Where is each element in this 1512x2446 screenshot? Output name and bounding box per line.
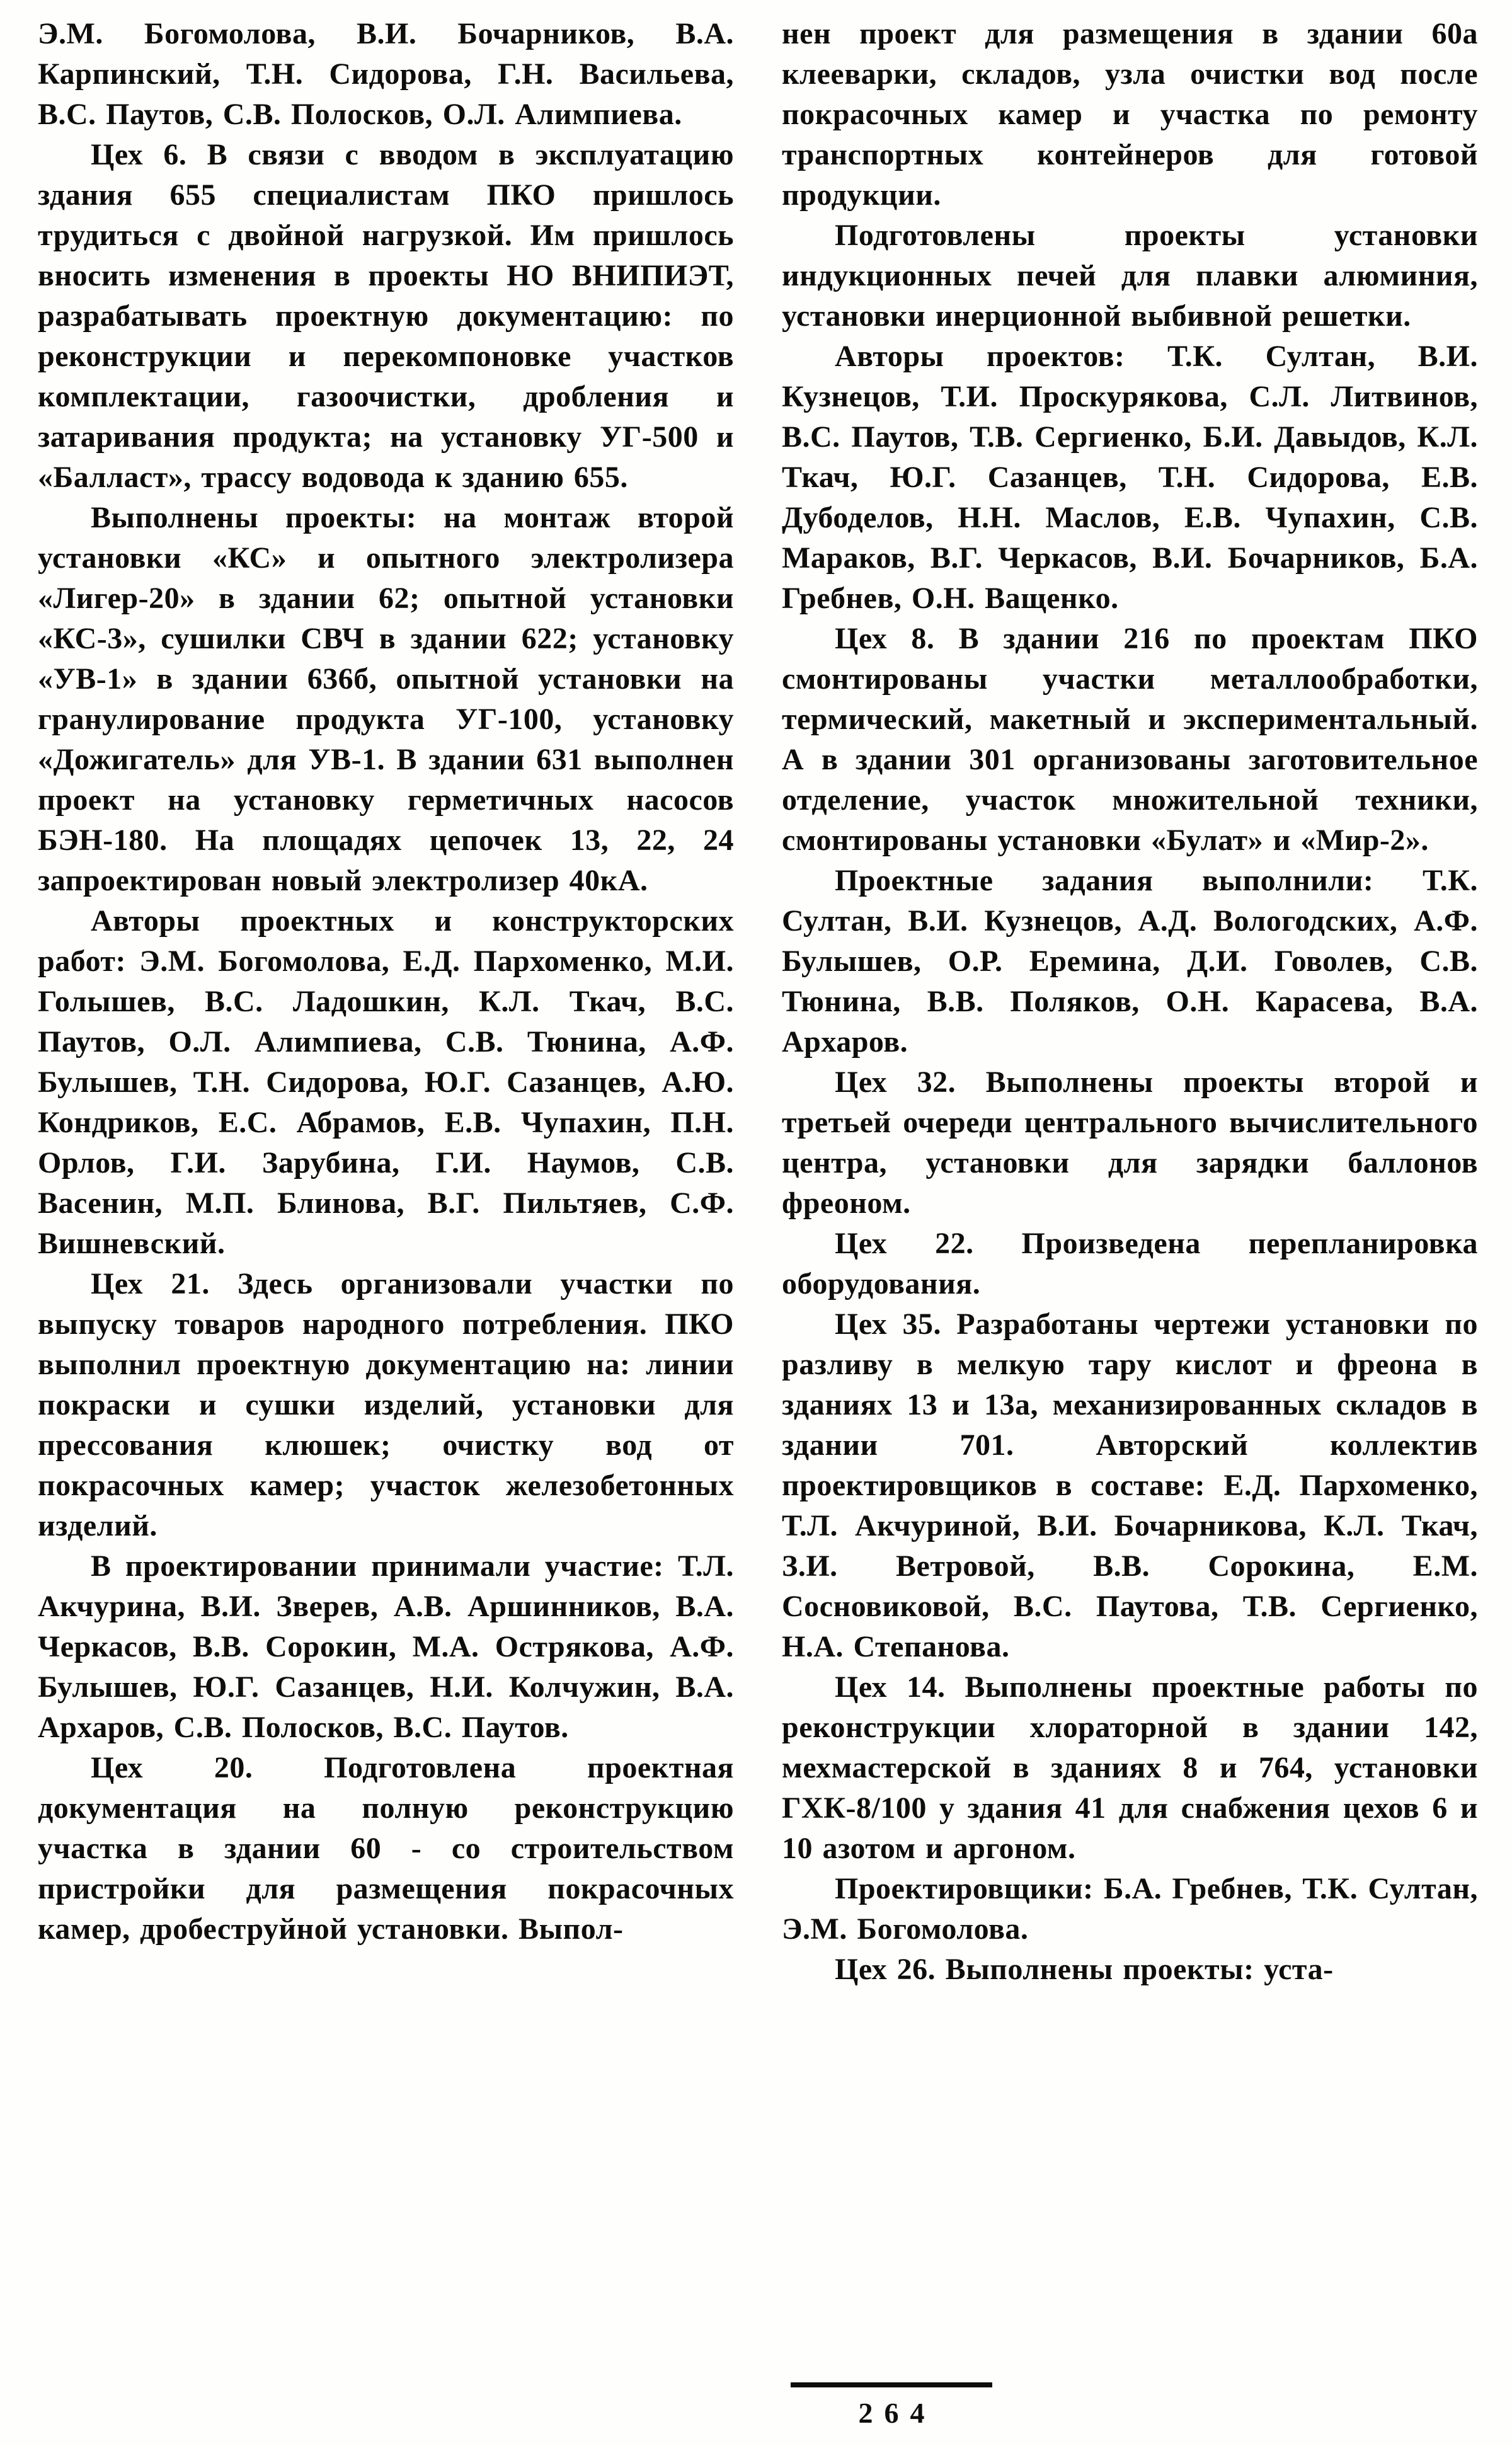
page-footer: [784, 2382, 999, 2430]
paragraph: Цех 20. Подготовлена проектная документация на полную реконструкцию участка в здании 60 - со строительством пристройки для размещения покрасочных камер, дробеструйной установки. Выпол-: [38, 1751, 734, 1946]
paragraph: Э.М. Богомолова, В.И. Бочарников, В.А. Карпинский, Т.Н. Сидорова, Г.Н. Васильева, В.С. Паутов, С.В. Полосков, О.Л. Алимпиева.: [38, 17, 734, 131]
text-columns: [38, 14, 1478, 1990]
paragraph: Цех 26. Выполнены проекты: уста-: [835, 1953, 1334, 1986]
paragraph: Цех 14. Выполнены проектные работы по реконструкции хлораторной в здании 142, мехмастерской в зданиях 8 и 764, установки ГХК-8/100 у здания 41 для снабжения цехов 6 и 10 азотом и аргоном.: [782, 1670, 1478, 1865]
paragraph: Авторы проектов: Т.К. Султан, В.И. Кузнецов, Т.И. Проскурякова, С.Л. Литвинов, В.С. Паутов, Т.В. Сергиенко, Б.И. Давыдов, К.Л. Ткач, Ю.Г. Сазанцев, Т.Н. Сидорова, Е.В. Дубоделов, Н.Н. Маслов, Е.В. Чупахин, С.В. Мараков, В.Г. Черкасов, В.И. Бочарников, Б.А. Гребнев, О.Н. Ващенко.: [782, 340, 1478, 615]
paragraph: Авторы проектных и конструкторских работ: Э.М. Богомолова, Е.Д. Пархоменко, М.И. Голышев, В.С. Ладошкин, К.Л. Ткач, В.С. Паутов, О.Л. Алимпиева, С.В. Тюнина, А.Ф. Булышев, Т.Н. Сидорова, Ю.Г. Сазанцев, А.Ю. Кондриков, Е.С. Абрамов, Е.В. Чупахин, П.Н. Орлов, Г.И. Зарубина, Г.И. Наумов, С.В. Васенин, М.П. Блинова, В.Г. Пильтяев, С.Ф. Вишневский.: [38, 904, 734, 1260]
paragraph: В проектировании принимали участие: Т.Л. Акчурина, В.И. Зверев, А.В. Аршинников, В.А. Черкасов, В.В. Сорокин, М.А. Острякова, А.Ф. Булышев, Ю.Г. Сазанцев, Н.И. Колчужин, В.А. Архаров, С.В. Полосков, В.С. Паутов.: [38, 1549, 734, 1744]
paragraph: Цех 32. Выполнены проекты второй и третьей очереди центрального вычислительного центра, установки для зарядки баллонов фреоном.: [782, 1065, 1478, 1220]
page-number: 264: [858, 2397, 936, 2429]
paragraph: Выполнены проекты: на монтаж второй установки «КС» и опытного электролизера «Лигер-20» в здании 62; опытной установки «КС-3», сушилки СВЧ в здании 622; установку «УВ-1» в здании 636б, опытной установки на гранулирование продукта УГ-100, установку «Дожигатель» для УВ-1. В здании 631 выполнен проект на установку герметичных насосов БЭН-180. На площадях цепочек 13, 22, 24 запроектирован новый электролизер 40кА.: [38, 501, 734, 897]
paragraph: Цех 22. Произведена перепланировка оборудования.: [782, 1227, 1478, 1301]
paragraph: Цех 8. В здании 216 по проектам ПКО смонтированы участки металлообработки, термический, макетный и экспериментальный. А в здании 301 организованы заготовительное отделение, участок множительной техники, смонтированы установки «Булат» и «Мир-2».: [782, 622, 1478, 857]
paragraph: нен проект для размещения в здании 60а клееварки, складов, узла очистки вод после покрасочных камер и участка по ремонту транспортных контейнеров для готовой продукции.: [782, 17, 1478, 212]
paragraph: Проектировщики: Б.А. Гребнев, Т.К. Султан, Э.М. Богомолова.: [782, 1872, 1478, 1946]
paragraph: Подготовлены проекты установки индукционных печей для плавки алюминия, установки инерционной выбивной решетки.: [782, 219, 1478, 333]
paragraph: Проектные задания выполнили: Т.К. Султан, В.И. Кузнецов, А.Д. Вологодских, А.Ф. Булышев, О.Р. Еремина, Д.И. Говолев, С.В. Тюнина, В.В. Поляков, О.Н. Карасева, В.А. Архаров.: [782, 864, 1478, 1059]
paragraph: Цех 35. Разработаны чертежи установки по разливу в мелкую тару кислот и фреона в зданиях 13 и 13а, механизированных складов в здании 701. Авторский коллектив проектировщиков в составе: Е.Д. Пархоменко, Т.Л. Акчуриной, В.И. Бочарникова, К.Л. Ткач, З.И. Ветровой, В.В. Сорокина, Е.М. Сосновиковой, В.С. Паутова, Т.В. Сергиенко, Н.А. Степанова.: [782, 1307, 1478, 1663]
paragraph: Цех 21. Здесь организовали участки по выпуску товаров народного потребления. ПКО выполнил проектную документацию на: линии покраски и сушки изделий, установки для прессования клюшек; очистку вод от покрасочных камер; участок железобетонных изделий.: [38, 1267, 734, 1542]
paragraph: Цех 6. В связи с вводом в эксплуатацию здания 655 специалистам ПКО пришлось трудиться с двойной нагрузкой. Им пришлось вносить изменения в проекты НО ВНИПИЭТ, разрабатывать проектную документацию: по реконструкции и перекомпоновке участков комплектации, газоочистки, дробления и затаривания продукта; на установку УГ-500 и «Балласт», трассу водовода к зданию 655.: [38, 138, 734, 494]
right-column: [782, 14, 1478, 1990]
footer-rule: [791, 2382, 992, 2387]
left-column: [38, 14, 734, 1990]
